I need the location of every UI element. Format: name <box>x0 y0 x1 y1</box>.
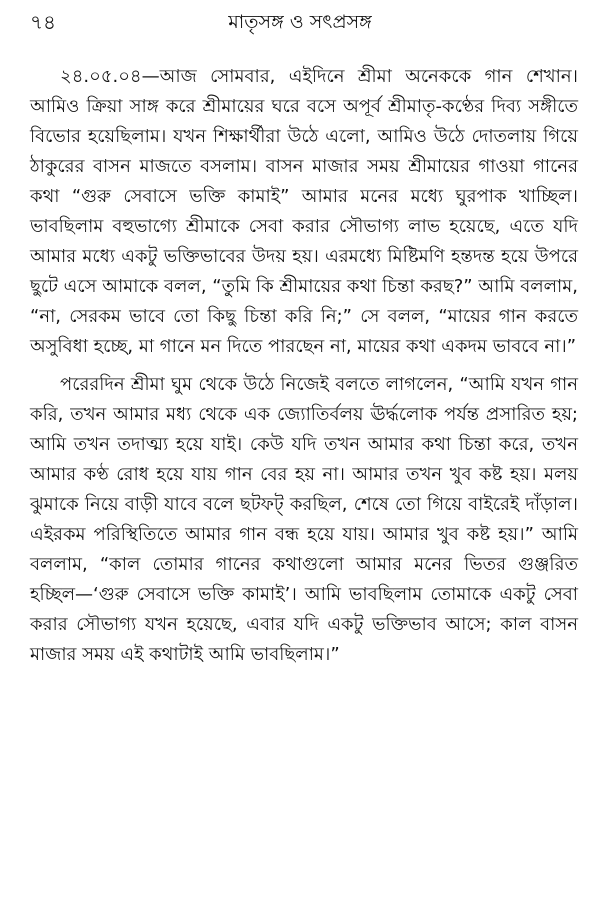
paragraph-2: পরেরদিন শ্রীমা ঘুম থেকে উঠে নিজেই বলতে লাগলেন, “আমি যখন গান করি, তখন আমার মধ্য থেকে এক জ্যোতির্বলয় ঊর্দ্ধলোক পর্যন্ত প্রসারিত হয়; আমি তখন তদাত্ম্য হয়ে যাই। কেউ যদি তখন আমার কথা চিন্তা করে, তখন আমার কণ্ঠ রোধ হয়ে যায় গান বের হয় না। আমার তখন খুব কষ্ট হয়। মলয় ঝুমাকে নিয়ে বাড়ী যাবে বলে ছটফট্ করছিল, শেষে তো গিয়ে বাইরেই দাঁড়াল। এইরকম পরিস্থিতিতে আমার গান বন্ধ হয়ে যায়। আমার খুব কষ্ট হয়।” আমি বললাম, “কাল তোমার গানের কথাগুলো আমার মনের ভিতর গুঞ্জরিত হচ্ছিল—‘গুরু সেবাসে ভক্তি কামাই’। আমি ভাবছিলাম তোমাকে একটু সেবা করার সৌভাগ্য যখন হয়েছে, এবার যদি একটু ভক্তিভাব আসে; কাল বাসন মাজার সময় এই কথাটাই আমি ভাবছিলাম।” <box>30 374 578 665</box>
page-number: ৭৪ <box>30 10 56 34</box>
paragraph-1: ২৪.০৫.০৪—আজ সোমবার, এইদিনে শ্রীমা অনেককে গান শেখান। আমিও ক্রিয়া সাঙ্গ করে শ্রীমায়ের ঘরে বসে অপূর্ব শ্রীমাতৃ-কণ্ঠের দিব্য সঙ্গীতে বিভোর হয়েছিলাম। যখন শিক্ষার্থীরা উঠে এলো, আমিও উঠে দোতলায় গিয়ে ঠাকুরের বাসন মাজতে বসলাম। বাসন মাজার সময় শ্রীমায়ের গাওয়া গানের কথা “গুরু সেবাসে ভক্তি কামাই” আমার মনের মধ্যে ঘুরপাক খাচ্ছিল। ভাবছিলাম বহুভাগ্যে শ্রীমাকে সেবা করার সৌভাগ্য লাভ হয়েছে, এতে যদি আমার মধ্যে একটু ভক্তিভাবের উদয় হয়। এরমধ্যে মিষ্টিমণি হন্তদন্ত হয়ে উপরে ছুটে এসে আমাকে বলল, “তুমি কি শ্রীমায়ের কথা চিন্তা করছ?” আমি বললাম, “না, সেরকম ভাবে তো কিছু চিন্তা করি নি;” সে বলল, “মায়ের গান করতে অসুবিধা হচ্ছে, মা গানে মন দিতে পারছেন না, মায়ের কথা একদম ভাববে না।” <box>30 66 578 357</box>
running-title: মাতৃসঙ্গ ও সৎপ্রসঙ্গ <box>228 11 372 33</box>
page-header <box>20 6 580 40</box>
body-text <box>30 62 578 670</box>
